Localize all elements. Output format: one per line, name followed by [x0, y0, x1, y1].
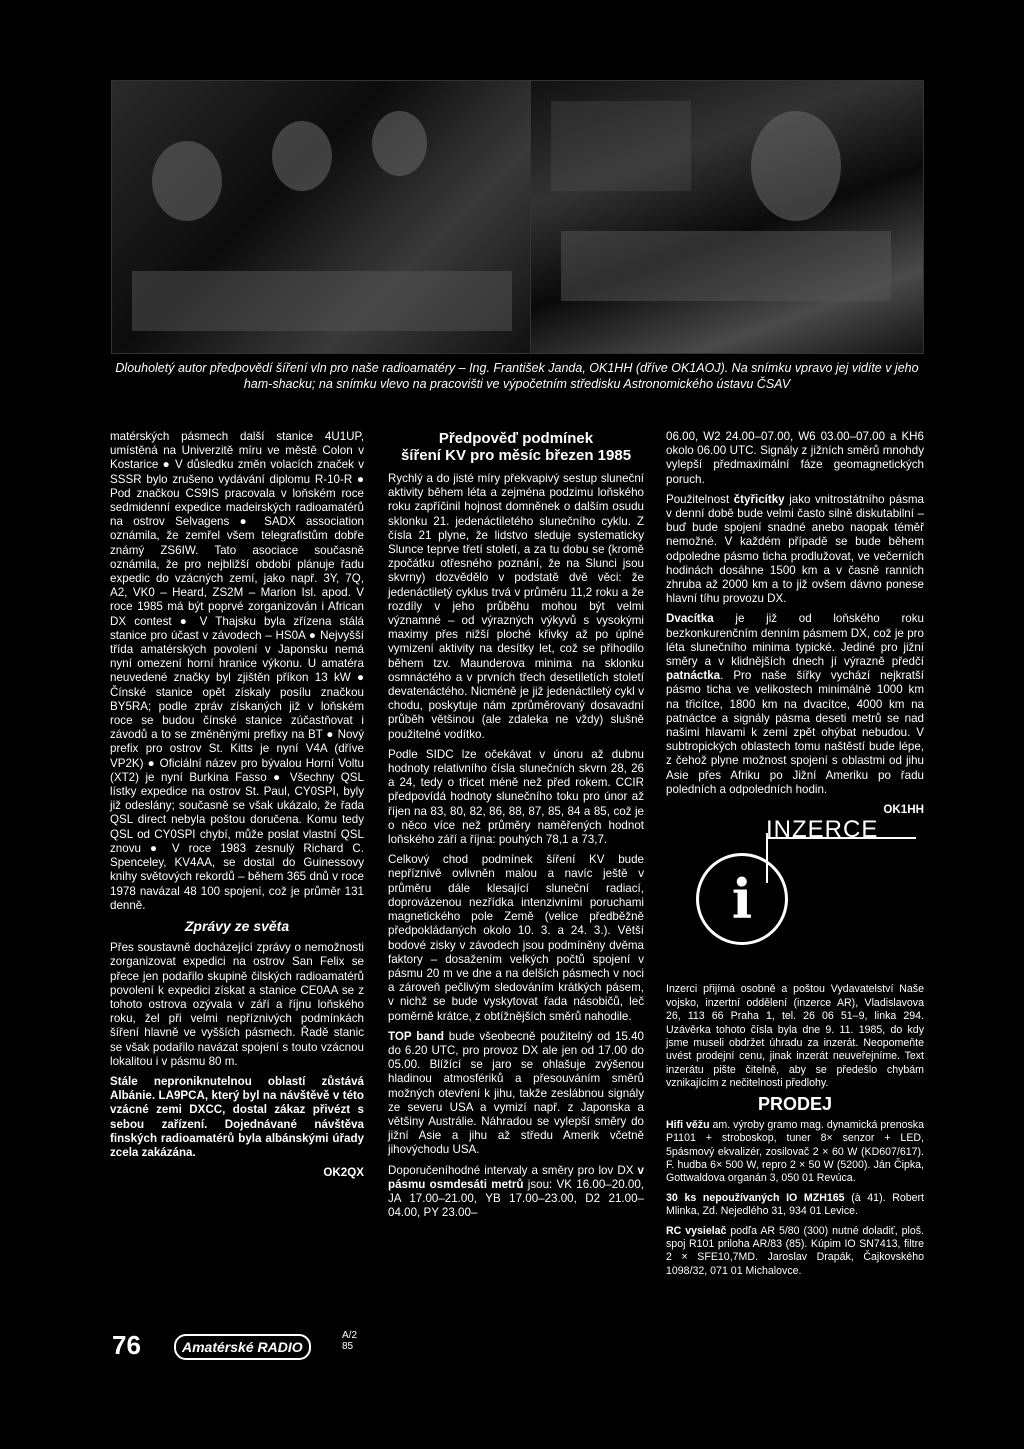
classified-ad [666, 1192, 924, 1219]
text-run: bude všeobecně použitelný od 15.40 do 6.20 UTC, pro provoz DX ale jen od 17.00 do 05.00. Blížící se jaro se ohlašuje zvýšenou hladinou atmosfériků a přesouváním směrů možných otevření k jihu, takže zeslábnou signály ze severu USA a vymizí např. z Japonska a většiny Austrálie. Náhradou se vylepší směry do jižní Asie a jihu až středu Amerik včetně jihovýchodu USA. [388, 1029, 644, 1157]
paragraph [666, 612, 924, 797]
paragraph: Rychlý a do jisté míry překvapivý sestup sluneční aktivity během léta a zejména podzimu loňského roku zapříčinil hojnost domněnek o dalším osudu sklonku 21. jedenáctiletého slunečního cyklu. Z čísla 21 plyne, že lidstvo sleduje systematicky Slunce teprve třetí století, a za tu dobu se (kromě zpočátku otřesného poznání, že na Slunci jsou skvrny) dozvědělo v podstatě dvě věci: že jedenáctiletý cyklus trvá v průměru 11,2 roku a že rozdíly v jeho průběhu mohou být velmi významné – od výrazných výkyvů s vysokými maximy přes nižší ploché křivky až po úplné vymizení aktivity na desítky let, což se přihodilo během tzv. Maunderova minima na sklonku osmnáctého a v prvních třech desetiletích století devatenáctého. Nicméně je již jedenáctiletý cykl v chodu, poskytuje nám zprůměrovaný dosavadní průběh většinou (ale zdaleka ne vždy) slušně použitelné vodítko. [388, 472, 644, 741]
issue-number [342, 1330, 357, 1352]
photo-caption: Dlouholetý autor předpovědí šíření vln pro naše radioamatéry – Ing. František Janda, OK1HH (dříve OK1AOJ). Na snímku vpravo jej vidíte v jeho ham-shacku; na snímku vlevo na pracovišti ve výpočetním středisku Astronomického ústavu ČSAV [115, 361, 919, 391]
text-run: jako vnitrostátního pásma v denní době bude velmi často silně diskutabilní – buď bude spojení snadné anebo naopak téměř nemožné. V každém případě se bude během odpoledne pásmo ticha prodlužovat, ve večerních hodinách dosáhne 1500 km a v časně ranních zhruba až 2000 km a to již ovšem dávno ponese hlavní tíhu provozu DX. [666, 492, 924, 606]
magazine-logo: Amatérské RADIO [174, 1334, 311, 1360]
paragraph: 06.00, W2 24.00–07.00, W6 03.00–07.00 a KH6 okolo 06.00 UTC. Signály z jižních směrů mnohdy vylepší předmaximální fáze geomagnetických poruch. [666, 430, 924, 486]
issue-bottom: 85 [342, 1341, 354, 1352]
text-run: podľa AR 5/80 (300) nutné doladiť, ploš. spoj R101 priloha AR/83 (85). Kúpim IO SN7413, filtre 2 × SFE10,7MD. Jaroslav Drapák, Čajkovského 1098/32, 071 01 Michalovce. [666, 1224, 924, 1277]
issue-top: A/2 [342, 1330, 358, 1341]
article-title-line: Předpověď podmínek [438, 430, 594, 447]
photo-figure [272, 121, 332, 191]
classified-ad [666, 1225, 924, 1279]
photo-radio-equipment [561, 231, 891, 301]
bold-run: čtyřicítky [733, 492, 785, 506]
bold-lead: Hifi věžu [666, 1118, 710, 1131]
photo-desk [132, 271, 512, 331]
photo-figure [372, 111, 427, 176]
paragraph: Inzerci přijímá osobně a poštou Vydavatelství Naše vojsko, inzertní oddělení (inzerce AR), Vladislavova 26, 113 66 Praha 1, tel. 26 06 51–9, linka 294. Uzávěrka tohoto čísla byla dne 9. 11. 1985, do kdy jsme museli obdržet úhradu za inzerát. Neopomeňte uvést prodejní cenu, jinak inzerát neuveřejníme. Text inzerátu pište čitelně, aby se předešlo chybám vznikajícím z nečitelnosti předlohy. [666, 983, 924, 1090]
inzerce-title: INZERCE [766, 823, 916, 839]
classified-ad [666, 1119, 924, 1186]
column-left [110, 430, 364, 1180]
paragraph: Podle SIDC lze očekávat v únoru až dubnu hodnoty relativního čísla slunečních skvrn 28, 26 a 24, tedy o třicet méně než před rokem. CCIR předpovídá hodnoty slunečního toku pro únor až říjen na 83, 80, 82, 86, 88, 87, 85, 84 a 85, což je o něco více než průměry naměřených hodnot loňského září a října: pouhých 78,1 a 73,7. [388, 747, 644, 847]
bold-run: v pásmu osmdesáti metrů [388, 1163, 644, 1191]
column-middle [388, 430, 644, 1226]
author-signature: OK2QX [323, 1166, 364, 1180]
photo-right [530, 80, 924, 354]
section-heading: PRODEJ [757, 1093, 833, 1114]
text-run: jsou: VK 16.00–20.00, JA 17.00–21.00, YB 17.00–23.00, D2 21.00–04.00, PY 23.00– [388, 1177, 644, 1220]
photo-figure [751, 111, 841, 221]
photo-left [111, 80, 531, 354]
bold-lead: TOP band [388, 1029, 444, 1043]
text-run: Doporučeníhodné intervaly a směry pro lov DX [388, 1163, 638, 1177]
inzerce-header [666, 816, 924, 973]
bold-run: patnáctka [666, 669, 721, 683]
paragraph: Stále neproniknutelnou oblastí zůstává Albánie. LA9PCA, který byl na návštěvě v této vzácné zemi DXCC, dostal zákaz přivézt s sebou zařízení. Dojednávané návštěva finských radioamatérů byla albánskými úřady zcela zakázána. [110, 1074, 364, 1159]
page-number: 76 [112, 1330, 141, 1360]
paragraph: Přes soustavně docházející zprávy o nemožnosti zorganizovat expedici na ostrov San Felix se přece jen podařilo skupině čilských radioamatérů povolení k expedici získat a stanice CE0AA se z tohoto ostrova ozývala v září a říjnu loňského roku, žel při velmi nepříznivých podmínkách šíření hlavně ve vyšších pásmech. Řadě stanic se však podařilo navázat spojení s touto vzácnou lokalitou i v pásmu 80 m. [110, 941, 364, 1068]
article-title-line: šíření KV pro měsíc březen 1985 [400, 447, 632, 464]
text-run: . Pro naše šířky vychází nejkratší pásmo ticha ve velikostech minimálně 1000 km na třicítce, 1800 km na dvacítce, 4000 km na patnáctce a signály pásma deseti metrů se nad našimi hlavami k zemi zpět ohýbat nebudou. V subtropických oblastech tomu naštěstí bude lépe, z čehož plyne možnost spojení s oblastmi od jihu Asie přes Afriku po Jižní Ameriku po řadu poledních a odpoledních hodin. [666, 669, 924, 796]
article-title [388, 430, 644, 464]
paragraph [388, 1164, 644, 1221]
bold-lead: 30 ks nepoužívaných IO MZH165 [666, 1191, 845, 1204]
section-heading: Zprávy ze světa [184, 917, 290, 934]
text-run: je již od loňského roku bezkonkurenčním denním pásmem DX, což je pro léta slunečního minima typické. Jediné pro jižní směry a v klidnějších dnech jí výrazně předčí [666, 612, 924, 669]
paragraph [666, 493, 924, 607]
photo-figure [152, 141, 222, 221]
bold-lead: Dvacítka [666, 612, 714, 626]
author-signature: OK1HH [883, 803, 924, 817]
paragraph: Celkový chod podmínek šíření KV bude nepříznivě ovlivněn malou a navíc ještě v průměru dále klesající sluneční radiací, doprovázenou nezřídka intenzivními poruchami magnetického pole Země (velice předběžně předpokládaných okolo 10. 3. a 24. 3.). Větší bodové zisky v závodech jsou podmíněny dvěma faktory – dosažením velkých počtů spojení v pásmu 20 m ve dne a na delších pásmech v noci a zároveň pečlivým sledováním krátkých pásem, v nichž se bude vyskytovat řada násobičů, leč poměrně krátce, z obtížnějších směrů nahodile. [388, 853, 644, 1023]
column-right [666, 430, 924, 1284]
text-run: am. výroby gramo mag. dynamická prenoska P1101 + stroboskop, tuner 8× senzor + LED, 5pásmový ekvalizér, zosilovač 2 × 60 W (KD607/617). F. hudba 6× 500 W, repro 2 × 50 W (5200). Ján Čipka, Gottwaldova organán 3, 050 01 Revúca. [666, 1118, 924, 1185]
paragraph [388, 1030, 644, 1158]
bold-lead: RC vysielač [666, 1224, 727, 1237]
photo-window [551, 101, 691, 191]
text-run: (à 41). Robert Mlinka, Zd. Nejedlého 31, 934 01 Levice. [666, 1191, 924, 1218]
paragraph: matérských pásmech další stanice 4U1UP, umístěná na Univerzitě míru ve městě Colon v Kostarice ● V důsledku změn volacích značek v SSSR bylo zrušeno vydávání diplomu R-10-R ● Pod značkou CS9IS pracovala v loňském roce sedmidenní expedice madeirských radioamatérů na ostrov Selvagens ● SADX association oznámila, že zemřel všem telegrafistům dobře známý ZS6IW. Tato asociace současně oznámila, že pro nejbližší období plánuje řadu expedic do vzácných zemí, jako např. 3Y, 7Q, A2, VK0 – Heard, ZS2M – Marion Isl. apod. V roce 1985 má být poprvé zorganizován i African DX contest ● V Thajsku byla zřízena stálá stanice pro účast v závodech – HS0A ● Nejvyšší třída amatérských povolení v Japonsku nemá nyní omezení horní hranice výkonu. U amatéra neuvedené značky byl zjištěn příkon 13 kW ● Čínské stanice opět získaly posílu značkou BY5RA; podle zpráv získaných již v loňském roce se budou čínské stanice zúčastňovat i závodů a to se změněnými prefixy na BT ● Nový prefix pro ostrov St. Kitts je nyní V4A (dříve VP2K) ● Oficiální název pro bývalou Horní Voltu (XT2) je nyní Burkina Fasso ● Všechny QSL lístky expedice na ostrov St. Paul, CY0SPI, byly již odeslány; současně se však ukázalo, že řada QSL direct nebyla poštou doručena. Komu tedy QSL od CY0SPI chybí, může poslat vlastní QSL znovu ● V roce 1983 zesnulý Richard C. Spenceley, KV4AA, se dostal do Guinessovy knihy světových rekordů – během 365 dnů v roce 1978 navázal 48 100 spojení, což je průměr 131 denně. [110, 430, 364, 912]
info-icon: i [696, 853, 788, 945]
text-run: Použitelnost [666, 492, 734, 506]
